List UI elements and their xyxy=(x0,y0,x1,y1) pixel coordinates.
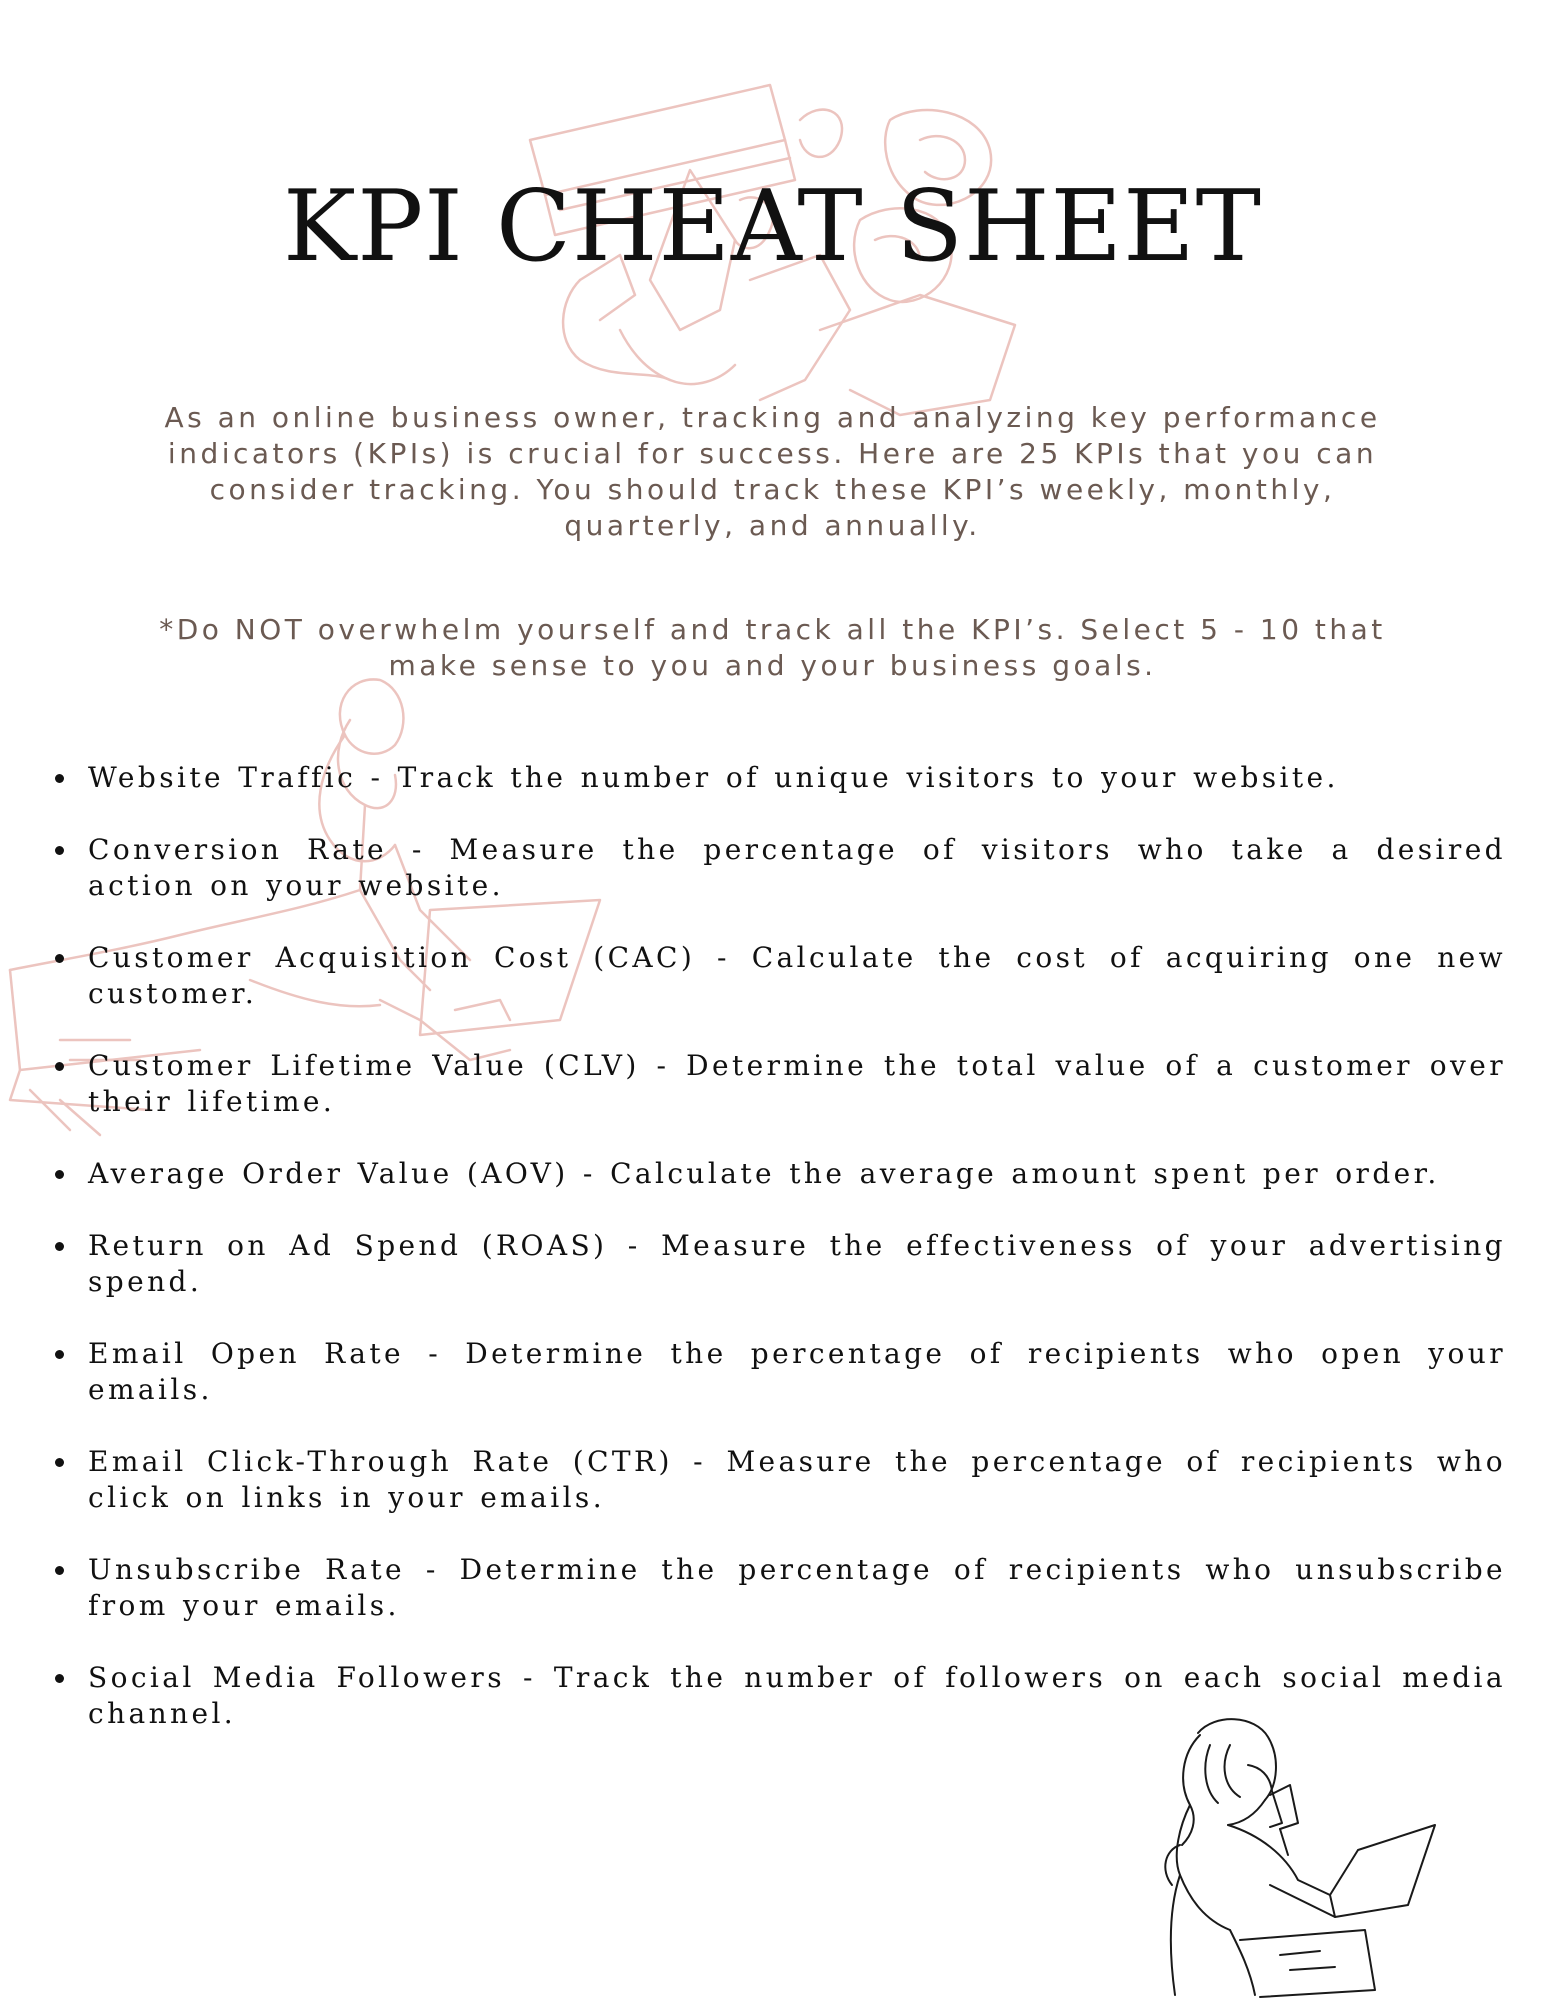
kpi-list xyxy=(88,760,1506,1768)
bullet-icon xyxy=(55,954,64,963)
bullet-icon xyxy=(55,1566,64,1575)
list-item xyxy=(88,1552,1506,1624)
kpi-text: Unsubscribe Rate - Determine the percentage of recipients who unsubscribe from your emails. xyxy=(88,1553,1506,1622)
list-item xyxy=(88,1444,1506,1516)
bullet-icon xyxy=(55,1350,64,1359)
kpi-text: Email Click-Through Rate (CTR) - Measure the percentage of recipients who click on links in your emails. xyxy=(88,1445,1506,1514)
kpi-text: Customer Lifetime Value (CLV) - Determine the total value of a customer over their lifetime. xyxy=(88,1049,1506,1118)
list-item xyxy=(88,832,1506,904)
bullet-icon xyxy=(55,1674,64,1683)
list-item xyxy=(88,1228,1506,1300)
selection-note: *Do NOT overwhelm yourself and track all the KPI’s. Select 5 - 10 that make sense to you and your business goals. xyxy=(159,613,1386,682)
kpi-text: Email Open Rate - Determine the percentage of recipients who open your emails. xyxy=(88,1337,1506,1406)
list-item xyxy=(88,1336,1506,1408)
bullet-icon xyxy=(55,1242,64,1251)
kpi-text: Website Traffic - Track the number of unique visitors to your website. xyxy=(88,761,1339,794)
kpi-text: Conversion Rate - Measure the percentage of visitors who take a desired action on your website. xyxy=(88,833,1506,902)
bullet-icon xyxy=(55,1170,64,1179)
list-item xyxy=(88,760,1506,796)
bullet-icon xyxy=(55,1062,64,1071)
kpi-text: Customer Acquisition Cost (CAC) - Calculate the cost of acquiring one new customer. xyxy=(88,941,1506,1010)
list-item xyxy=(88,1048,1506,1120)
bullet-icon xyxy=(55,1458,64,1467)
list-item xyxy=(88,1156,1506,1192)
bullet-icon xyxy=(55,774,64,783)
kpi-text: Return on Ad Spend (ROAS) - Measure the effectiveness of your advertising spend. xyxy=(88,1229,1506,1298)
list-item xyxy=(88,940,1506,1012)
list-item xyxy=(88,1660,1506,1732)
page-title: KPI CHEAT SHEET xyxy=(283,170,1262,284)
bullet-icon xyxy=(55,846,64,855)
intro-paragraph: As an online business owner, tracking and analyzing key performance indicators (KPIs) is crucial for success. Here are 25 KPIs that you can consider tracking. You should track these KPI’s weekly, monthly, quarterly, and annually. xyxy=(164,401,1381,542)
kpi-text: Average Order Value (AOV) - Calculate the average amount spent per order. xyxy=(88,1157,1440,1190)
kpi-text: Social Media Followers - Track the number of followers on each social media channel. xyxy=(88,1661,1506,1730)
